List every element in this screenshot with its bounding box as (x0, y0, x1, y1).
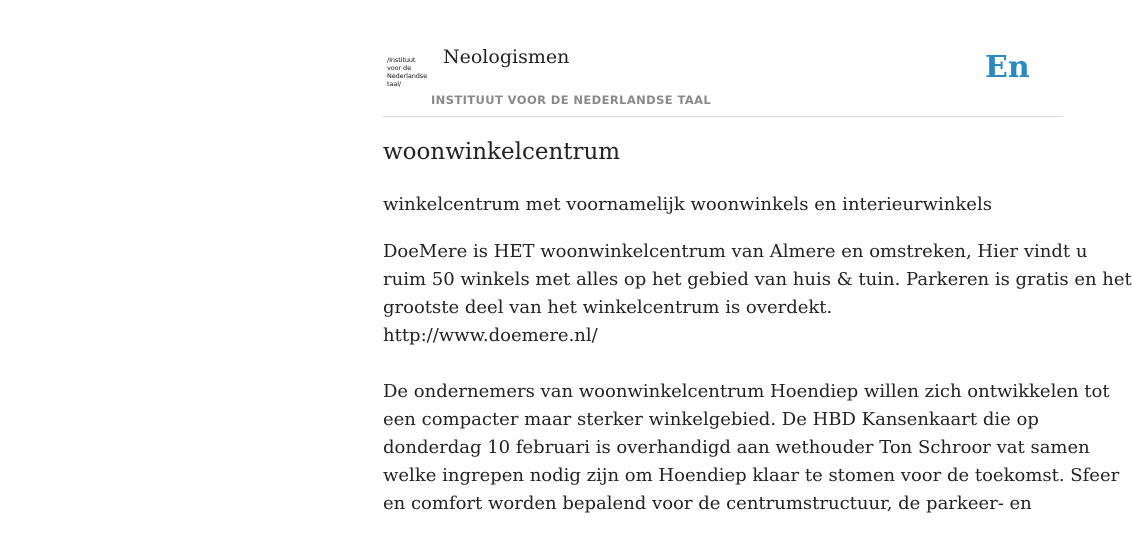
page (383, 0, 1132, 514)
entry-word: woonwinkelcentrum (383, 139, 621, 165)
logo-line: /Instituut (387, 56, 416, 64)
site-subtitle: INSTITUUT VOOR DE NEDERLANDSE TAAL (431, 93, 712, 107)
citation (383, 238, 1132, 350)
citation-line: en comfort worden bepalend voor de centrumstructuur, de parkeer- en (383, 493, 1032, 514)
citations (383, 238, 1132, 546)
citation (383, 378, 1120, 518)
citation-source-link[interactable]: http://www.doemere.nl/ (383, 325, 598, 346)
citation-line: DoeMere is HET woonwinkelcentrum van Almere en omstreken, Hier vindt u (383, 241, 1088, 262)
ivdnt-logo[interactable] (387, 56, 431, 88)
logo-line: Nederlandse (387, 72, 427, 80)
citation-line: grootste deel van het winkelcentrum is overdekt. (383, 297, 833, 318)
citation-line: De ondernemers van woonwinkelcentrum Hoendiep willen zich ontwikkelen tot (383, 381, 1110, 402)
citation-line: welke ingrepen nodig zijn om Hoendiep klaar te stomen voor de toekomst. Sfeer (383, 465, 1120, 486)
site-header (383, 0, 1063, 117)
logo-line: taal/ (387, 80, 402, 88)
logo-line: voor de (387, 64, 411, 72)
entry-definition: winkelcentrum met voornamelijk woonwinkels en interieurwinkels (383, 194, 992, 215)
citation-line: een compacter maar sterker winkelgebied. De HBD Kansenkaart die op (383, 409, 1039, 430)
citation-line: donderdag 10 februari is overhandigd aan wethouder Ton Schroor vat samen (383, 437, 1090, 458)
language-switch-link[interactable]: En (985, 50, 1030, 85)
site-title[interactable]: Neologismen (443, 46, 570, 68)
citation-line: ruim 50 winkels met alles op het gebied van huis & tuin. Parkeren is gratis en het (383, 269, 1132, 290)
